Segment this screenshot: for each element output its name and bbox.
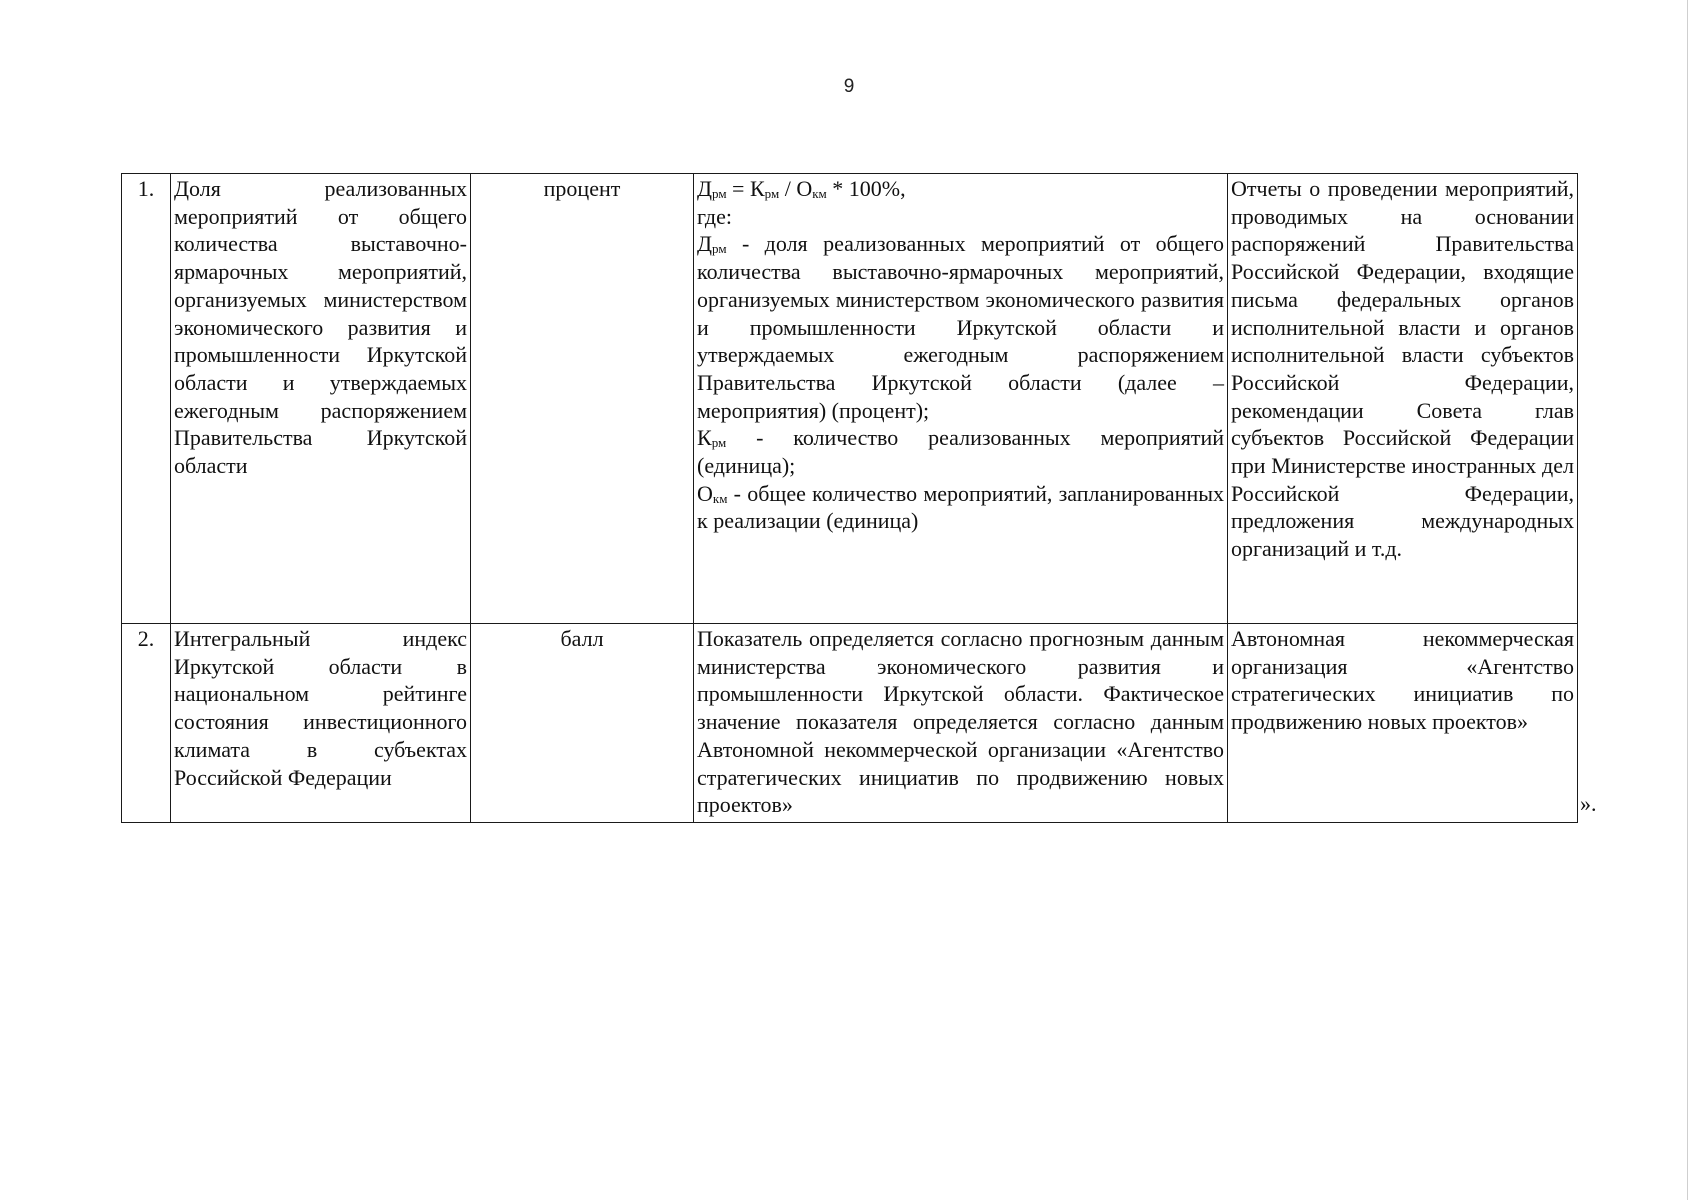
formula-equals: = (726, 176, 750, 201)
indicator-name: Интегральный индекс Иркутской области в национальном рейтинге состояния инвестиционного климата в субъектах Российской Федерации (171, 624, 471, 823)
calculation-method (694, 174, 1228, 624)
table-row (122, 174, 1578, 624)
definition-o-text: - общее количество мероприятий, запланированных к реализации (единица) (697, 480, 1224, 534)
indicator-name: Доля реализованных мероприятий от общего количества выставочно-ярмарочных мероприятий, организуемых министерством экономического развития и промышленности Иркутской области и утверждаемых ежегодным распоряжением Правительства Иркутской области (171, 174, 471, 624)
data-source: Отчеты о проведении мероприятий, проводимых на основании распоряжений Правительства Российской Федерации, входящие письма федеральных органов исполнительной власти и органов исполнительной власти субъектов Российской Федерации, рекомендации Совета глав субъектов Российской Федерации при Министерстве иностранных дел Российской Федерации, предложения международных организаций и т.д. (1228, 174, 1578, 624)
formula-line (697, 175, 1224, 203)
formula-o-subscript: км (812, 186, 827, 201)
indicators-table (121, 173, 1578, 823)
definition-o-symbol: О (697, 480, 713, 506)
row-number: 1. (122, 174, 171, 624)
definition-k-symbol: К (697, 425, 712, 451)
data-source: Автономная некоммерческая организация «Агентство стратегических инициатив по продвижению новых проектов» (1228, 624, 1578, 823)
unit-of-measure: процент (471, 174, 694, 624)
closing-quote-mark: ». (1580, 791, 1597, 816)
formula-o: О (796, 176, 813, 201)
calculation-method: Показатель определяется согласно прогнозным данным министерства экономического развития и промышленности Иркутской области. Фактическое значение показателя определяется согласно данным Автономной некоммерческой организации «Агентство стратегических инициатив по продвижению новых проектов» (694, 624, 1228, 823)
formula-d-subscript: рм (712, 186, 727, 201)
scan-edge-line (1687, 0, 1688, 1200)
definition-k (697, 424, 1224, 479)
definition-d-symbol: Д (697, 231, 713, 257)
definition-k-text: - количество реализованных мероприятий (единица); (697, 425, 1224, 479)
table-row (122, 624, 1578, 823)
formula-k-subscript: рм (764, 186, 780, 201)
definition-d (697, 230, 1224, 424)
row-number: 2. (122, 624, 171, 823)
formula-tail: * 100%, (826, 176, 906, 201)
page-number: 9 (843, 76, 855, 97)
formula-k: К (749, 176, 765, 201)
definition-d-subscript: рм (712, 241, 727, 257)
definition-o-subscript: км (712, 490, 728, 506)
formula-d: Д (697, 176, 713, 201)
formula-divide: / (779, 176, 797, 201)
unit-of-measure: балл (471, 624, 694, 823)
where-label: где: (697, 203, 732, 229)
definition-d-text: - доля реализованных мероприятий от общего количества выставочно-ярмарочных мероприятий, организуемых министерством экономического развития и промышленности Иркутской области и утверждаемых ежегодным распоряжением Правительства Иркутской области (далее – мероприятия) (процент); (697, 231, 1224, 423)
definition-o (697, 480, 1224, 535)
definition-k-subscript: рм (711, 435, 727, 451)
